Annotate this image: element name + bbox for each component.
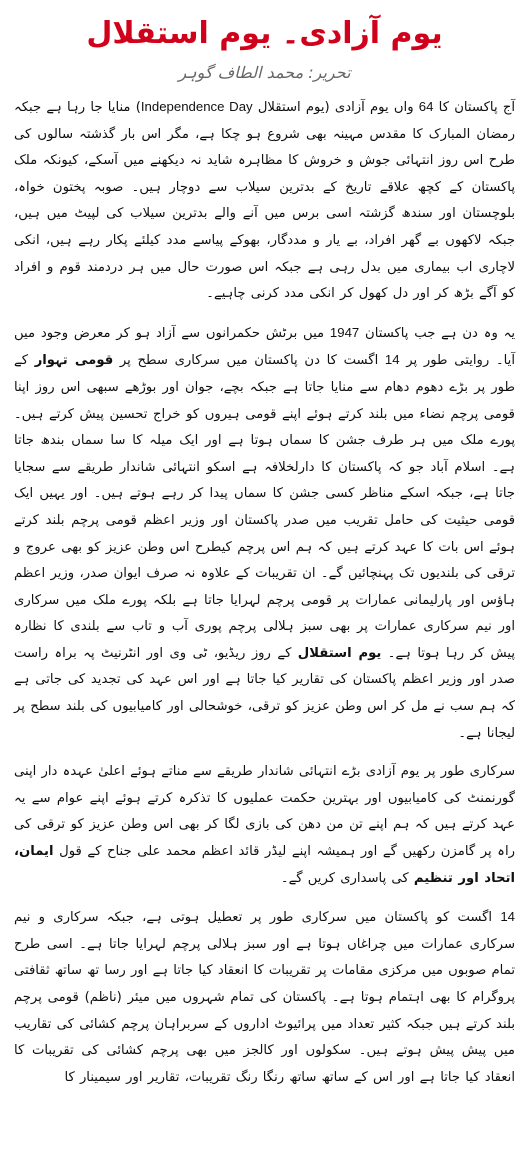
article-paragraph <box>14 94 515 308</box>
article-paragraph <box>14 759 515 892</box>
latin-text: 64 <box>418 99 434 114</box>
paragraph-text: کے روز ریڈیو، ٹی وی اور انٹرنیٹ پہ براہ راست صدر اور وزیر اعظم پاکستان کی تقاریر کیا جاتا ہے اور اس عہد کی تجدید کی جاتی ہے کہ ہم سب نے مل کر اس وطن عزیز کو ترقی، خوشحالی اور کامیابیوں کی بلند سطح پر لیجانا ہے۔ <box>14 645 515 741</box>
bold-phrase: قومی تہوار <box>34 353 114 369</box>
paragraph-text: واں یوم آزادی (یوم استقلال <box>252 100 419 115</box>
latin-text: 14 <box>500 909 515 925</box>
paragraph-text: ) منایا جا رہا ہے جبکہ رمضان المبارک کا مقدس مہینہ بھی شروع ہو چکا ہے، مگر اس بار گذشتہ سالوں کی طرح اس روز انتہائی جوش و خروش کا مظاہرہ شاید نہ دیکھنے میں آسکے، کیونکہ ملک پاکستان کے کچھ علاقے تاریخ کے بدترین سیلاب سے دوچار ہیں۔ صوبہ پختون خواہ، بلوچستان اور سندھ گزشتہ اسی برس میں آنے والے بدترین سیلاب کی لپیٹ میں ہیں، جبکہ لاکھوں بے گھر افراد، بے یار و مددگار، بھوکے پیاسے مدد کیلئے پکار رہے ہیں، انکی لاچاری اب بیماری میں بدل رہی ہے جبکہ اس صورت حال میں ہر دردمند قوم و افراد کو آگے بڑھ کر اور دل کھول کر انکی مدد کرنی چاہیے۔ <box>14 100 515 302</box>
paragraph-text: میں برٹش حکمرانوں سے آزاد ہو کر معرض وجود میں آیا۔ روایتی طور پر <box>14 325 516 369</box>
article-body <box>14 94 515 1091</box>
paragraph-text: یہ وہ دن ہے جب پاکستان <box>359 325 515 341</box>
paragraph-text: اگست کو پاکستان میں سرکاری طور پر تعطیل ہوتی ہے، جبکہ سرکاری و نیم سرکاری عمارات میں چراغاں ہوتا ہے اور سبز ہلالی پرچم لہرایا جاتا ہے۔ اسی طرح تمام صوبوں میں مرکزی مقامات پر تقریبات کا انعقاد کیا جاتا ہے اور رسا تھ ساتھ ثقافتی پروگرام کا بھی اہتمام ہوتا ہے۔ پاکستان کی تمام شہروں میں میئر (ناظم) قومی پرچم بلند کرتے ہیں جبکہ کثیر تعداد میں پرائیوٹ اداروں کے سربراہان پرچم کشائی کی تقاریب میں پیش پیش ہوتے ہیں۔ سکولوں اور کالجز میں بھی پرچم کشائی کی تقریبات کا انعقاد کیا جاتا ہے اور اس کے ساتھ ساتھ رنگا رنگ تقریبات، تقاریر اور سیمینار کا <box>14 910 515 1085</box>
latin-text: 14 <box>384 352 400 368</box>
article-title: یوم آزادی۔ یوم استقلال <box>86 16 443 51</box>
article-byline: تحریر: محمد الطاف گوہر <box>178 63 351 82</box>
paragraph-text: آج پاکستان کا <box>433 100 516 115</box>
bold-phrase: یوم استقلال <box>297 645 382 661</box>
paragraph-text: سرکاری طور پر یوم آزادی بڑے انتہائی شاندار طریقے سے مناتے ہوئے اعلیٰ عہدہ دار اپنی گورنمنٹ کی کامیابیوں اور بہترین حکمت عملیوں کا تذکرہ کرتے ہوئے اپنے عوام سے یہ عہد کرتے ہیں کہ ہم اپنے تن من دھن کی بازی لگا کر بھی اس وطن عزیز کو ترقی کی راہ پر گامزن رکھیں گے اور ہمیشہ اپنے لیڈر قائد اعظم محمد علی جناح کے قول <box>14 764 515 860</box>
paragraph-text: اگست کا دن پاکستان میں سرکاری سطح پر <box>113 353 385 369</box>
article-paragraph <box>14 904 515 1091</box>
latin-text: Independence Day <box>140 99 253 114</box>
article-paragraph <box>14 320 515 748</box>
latin-text: 1947 <box>329 324 360 340</box>
bold-phrase: ایمان، اتحاد اور تنظیم <box>14 844 515 886</box>
paragraph-text: کے طور پر بڑے دھوم دھام سے منایا جاتا ہے جبکہ بچے، جوان اور بوڑھے سبھی اس روز اپنا قومی پرچم نضاء میں بلند کرتے ہوئے اپنے قومی ہیروں کو خراج تحسین پیش کرتے ہیں۔ پورے ملک میں ہر طرف جشن کا سماں ہوتا ہے اور ایک میلہ کا سا سماں بندھ جاتا ہے۔ اسلام آباد جو کہ پاکستان کا دارلخلافہ ہے اسکو انتہائی شاندار طریقے سے سجایا جاتا ہے، جبکہ اسکے مناظر کسی جشن کا سماں پیدا کر رہے ہوتے ہیں۔ اور یہیں ایک قومی حیثیت کی حامل تقریب میں صدر پاکستان اور وزیر اعظم قومی پرچم بلند کرتے ہوئے اس بات کا عہد کرتے ہیں کہ ہم اس پرچم کیطرح اس وطن عزیز کو بھی عروج و ترقی کی بلندیوں تک پہنچائیں گے۔ ان تقریبات کے علاوہ نہ صرف ایوان صدر، وزیر اعظم ہاؤس اور پارلیمانی عمارات پر قومی پرچم لہرایا جاتا ہے بلکہ پورے ملک میں سرکاری اور نیم سرکاری عمارات پر بھی سبز ہلالی پرچم پوری آب و تاب سے بلندی کا نظارہ پیش کر رہا ہوتا ہے۔ <box>14 353 515 661</box>
paragraph-text: کی پاسداری کریں گے۔ <box>280 870 414 886</box>
